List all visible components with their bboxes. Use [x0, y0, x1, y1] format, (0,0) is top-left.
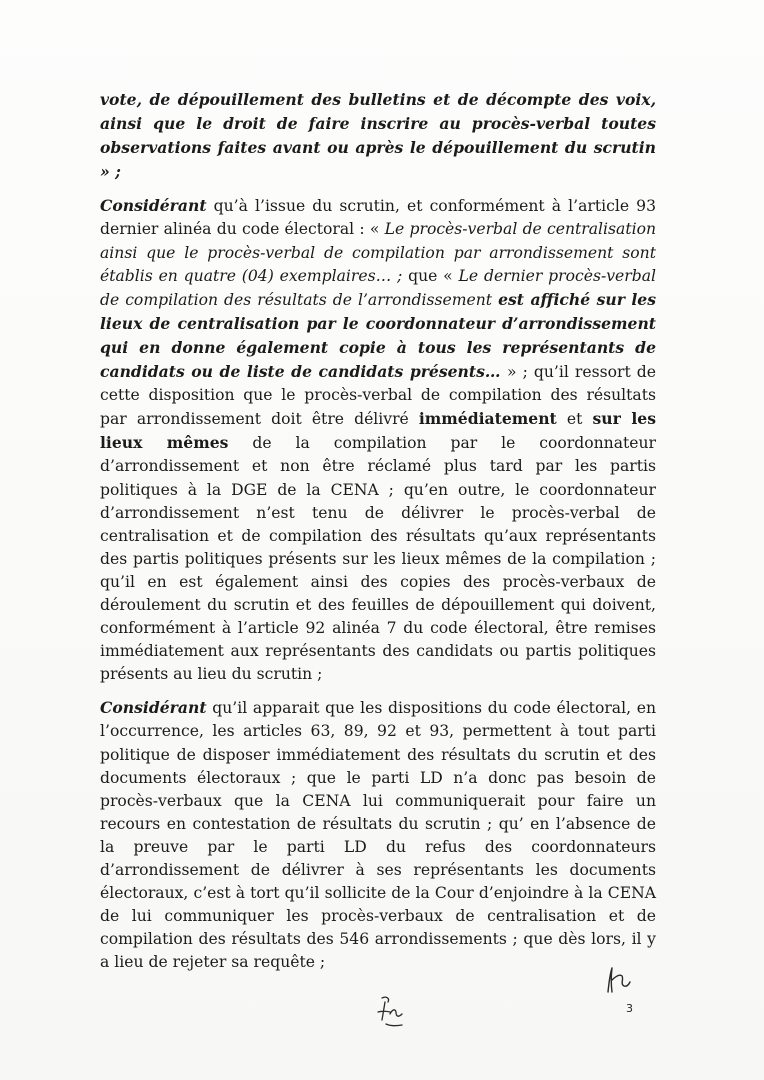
- document-body: [100, 88, 656, 984]
- text-run: de la compilation par le coordonnateur d’arrondissement et non être réclamé plus tard par les partis politiques à la DGE de la CENA ; qu’en outre, le coordonnateur d’arrondissement n’est tenu de délivrer le procès-verbal de centralisation et de compilation des résultats qu’aux représentants des partis politiques présents sur les lieux mêmes de la compilation ; qu’il en est également ainsi des copies des procès-verbaux de déroulement du scrutin et des feuilles de dépouillement qui doivent, conformément à l’article 92 alinéa 7 du code électoral, être remises immédiatement aux représentants des candidats ou partis politiques présents au lieu du scrutin ;: [100, 434, 656, 684]
- text-run: que «: [408, 266, 459, 285]
- text-run: immédiatement: [418, 409, 557, 429]
- page-number: 3: [626, 1002, 633, 1015]
- paragraph-3: [100, 696, 656, 974]
- text-run: qu’à l’issue du scrutin, et conformément à l’article 93 dernier alinéa du code électoral : «: [100, 197, 656, 239]
- text-run: sur les lieux mêmes: [100, 409, 656, 453]
- text-run: Considérant: [100, 196, 207, 216]
- paragraph-2: [100, 194, 656, 686]
- initials-signature-right: [600, 962, 636, 998]
- text-run: Considérant: [100, 698, 207, 718]
- text-run: » ; qu’il ressort de cette disposition que le procès-verbal de compilation des résultats par arrondissement doit être délivré: [100, 363, 656, 429]
- text-run: qu’il apparait que les dispositions du code électoral, en l’occurrence, les articles 63, 89, 92 et 93, permettent à tout parti politique de disposer immédiatement des résultats du scrutin et des documents électoraux ; que le parti LD n’a donc pas besoin de procès-verbaux que la CENA lui communiquerait pour faire un recours en contestation de résultats du scrutin ; qu’ en l’absence de la preuve par le parti LD du refus des coordonnateurs d’arrondissement de délivrer à ses représentants les documents électoraux, c’est à tort qu’il sollicite de la Cour d’enjoindre à la CENA de lui communiquer les procès-verbaux de centralisation et de compilation des résultats des 546 arrondissements ; que dès lors, il y a lieu de rejeter sa requête ;: [100, 699, 656, 972]
- paragraph-1: [100, 88, 656, 184]
- initials-signature-bottom: [368, 992, 418, 1030]
- text-run: vote, de dépouillement des bulletins et de décompte des voix, ainsi que le droit de faire inscrire au procès-verbal toutes observations faites avant ou après le dépouillement du scrutin » ;: [100, 90, 656, 182]
- text-run: Le dernier procès-verbal de compilation des résultats de l’arrondissement: [100, 266, 656, 309]
- text-run: est affiché sur les lieux de centralisation par le coordonnateur d’arrondissement qui en donne également copie à tous les représentants de candidats ou de liste de candidats présents…: [100, 289, 656, 382]
- text-run: et: [556, 410, 593, 429]
- text-run: Le procès-verbal de centralisation ainsi que le procès-verbal de compilation par arrondissement sont établis en quatre (04) exemplaires… ;: [100, 220, 657, 285]
